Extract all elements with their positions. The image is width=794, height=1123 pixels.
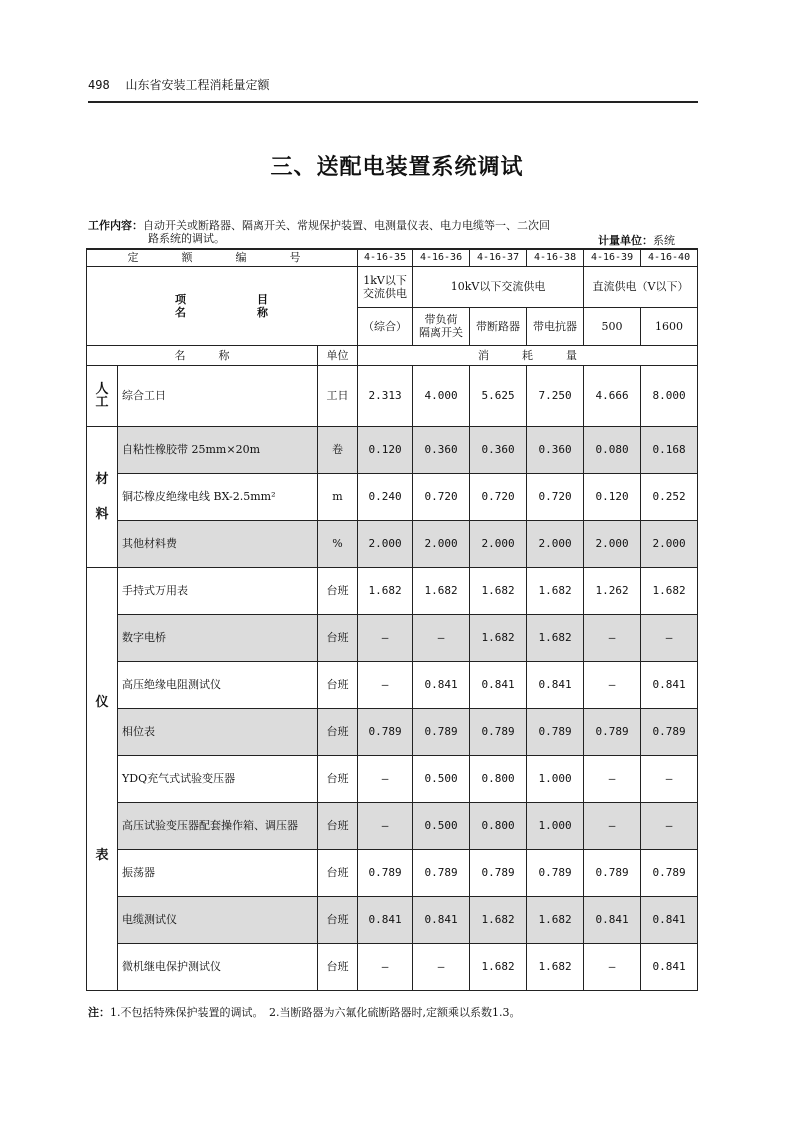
item-name: 微机继电保护测试仪: [118, 943, 318, 990]
sub-dc-500: 500: [584, 307, 641, 345]
item-name: YDQ充气式试验变压器: [118, 755, 318, 802]
item-value: 0.789: [358, 708, 413, 755]
item-value: 2.000: [641, 520, 698, 567]
item-name: 振荡器: [118, 849, 318, 896]
item-name: 高压试验变压器配套操作箱、调压器: [118, 802, 318, 849]
item-unit: 台班: [318, 614, 358, 661]
item-name-label: 项 目 名 称: [87, 266, 358, 345]
item-value: —: [584, 802, 641, 849]
item-value: —: [584, 614, 641, 661]
quota-label: 定 额 编 号: [87, 249, 358, 266]
item-value: 0.789: [358, 849, 413, 896]
item-value: 0.720: [470, 473, 527, 520]
item-unit: 台班: [318, 567, 358, 614]
page-number: 498: [88, 78, 110, 92]
sub-reactor: 带电抗器: [527, 307, 584, 345]
item-value: 1.682: [470, 614, 527, 661]
item-unit: 台班: [318, 849, 358, 896]
item-value: 0.841: [413, 896, 470, 943]
item-value: 0.800: [470, 802, 527, 849]
item-value: 0.500: [413, 755, 470, 802]
item-value: 2.000: [470, 520, 527, 567]
section-title: 三、送配电装置系统调试: [270, 155, 524, 180]
column-header-row: [87, 345, 698, 365]
material-row: [87, 473, 698, 520]
footnote-label: 注：: [88, 1006, 110, 1019]
col-consumption: 消 耗 量: [358, 345, 698, 365]
item-value: 0.841: [470, 661, 527, 708]
item-value: 0.120: [584, 473, 641, 520]
item-name: 手持式万用表: [118, 567, 318, 614]
item-unit: 台班: [318, 708, 358, 755]
item-value: 0.789: [470, 849, 527, 896]
material-row: [87, 426, 698, 473]
instrument-row: [87, 755, 698, 802]
item-value: —: [358, 943, 413, 990]
item-value: 0.841: [413, 661, 470, 708]
category-labor-line1: 人: [95, 381, 109, 397]
group-1kv-line1: 1kV以下: [363, 273, 407, 287]
unit-value: 系统: [653, 234, 675, 247]
quota-code: 4-16-37: [470, 249, 527, 266]
category-materials: [87, 426, 118, 567]
item-unit: 工日: [318, 365, 358, 426]
item-value: 0.841: [527, 661, 584, 708]
material-row: [87, 520, 698, 567]
item-value: —: [584, 943, 641, 990]
sub-load-switch: [413, 307, 470, 345]
group-1kv-line2: 交流供电: [363, 286, 408, 300]
item-value: —: [584, 755, 641, 802]
item-unit: 台班: [318, 755, 358, 802]
quota-code-row: [87, 249, 698, 266]
instrument-row: [87, 708, 698, 755]
labor-row: [87, 365, 698, 426]
item-value: 1.682: [413, 567, 470, 614]
item-value: 1.682: [641, 567, 698, 614]
item-value: —: [413, 943, 470, 990]
instrument-row: [87, 567, 698, 614]
item-value: 0.720: [413, 473, 470, 520]
item-name: 电缆测试仪: [118, 896, 318, 943]
category-instruments: [87, 567, 118, 990]
item-unit: 台班: [318, 802, 358, 849]
item-value: 0.789: [413, 708, 470, 755]
item-value: 0.841: [641, 943, 698, 990]
item-value: 4.666: [584, 365, 641, 426]
category-labor: [87, 365, 118, 426]
sub-dc-1600: 1600: [641, 307, 698, 345]
item-value: 0.252: [641, 473, 698, 520]
item-value: —: [641, 755, 698, 802]
sub-breaker: 带断路器: [470, 307, 527, 345]
item-value: 0.789: [584, 708, 641, 755]
item-value: —: [358, 802, 413, 849]
category-materials-line1: 材: [95, 471, 109, 487]
quota-code: 4-16-36: [413, 249, 470, 266]
item-value: 0.841: [641, 661, 698, 708]
unit-label: 计量单位：: [598, 234, 653, 247]
group-header-row: [87, 266, 698, 307]
item-value: 0.789: [641, 708, 698, 755]
item-name: 相位表: [118, 708, 318, 755]
item-name: 自粘性橡胶带 25mm×20m: [118, 426, 318, 473]
group-1kv: [358, 266, 413, 307]
item-value: —: [358, 755, 413, 802]
item-value: 4.000: [413, 365, 470, 426]
item-value: —: [358, 661, 413, 708]
item-unit: %: [318, 520, 358, 567]
item-value: 1.682: [358, 567, 413, 614]
item-value: 1.682: [527, 943, 584, 990]
item-value: 2.000: [413, 520, 470, 567]
book-title: 山东省安装工程消耗量定额: [125, 78, 270, 92]
item-name: 铜芯橡皮绝缘电线 BX-2.5mm²: [118, 473, 318, 520]
item-value: 1.682: [470, 567, 527, 614]
quota-code: 4-16-39: [584, 249, 641, 266]
sub-1kv: （综合）: [358, 307, 413, 345]
item-value: 5.625: [470, 365, 527, 426]
item-value: 0.360: [470, 426, 527, 473]
item-value: 7.250: [527, 365, 584, 426]
instrument-row: [87, 896, 698, 943]
instrument-row: [87, 849, 698, 896]
item-unit: 卷: [318, 426, 358, 473]
item-value: 0.789: [470, 708, 527, 755]
header-rule: [88, 101, 698, 103]
quota-code: 4-16-35: [358, 249, 413, 266]
item-name: 数字电桥: [118, 614, 318, 661]
instrument-row: [87, 802, 698, 849]
category-instruments-line1: 仪: [95, 694, 109, 710]
work-content-line1: 自动开关或断路器、隔离开关、常规保护装置、电测量仪表、电力电缆等一、二次回: [143, 219, 550, 232]
item-value: 2.000: [527, 520, 584, 567]
item-value: 1.000: [527, 755, 584, 802]
item-value: 1.682: [527, 896, 584, 943]
item-value: 0.168: [641, 426, 698, 473]
item-value: —: [584, 661, 641, 708]
item-value: —: [358, 614, 413, 661]
work-content: [88, 219, 608, 245]
running-header: [88, 76, 270, 93]
item-value: 2.000: [358, 520, 413, 567]
quota-table: [86, 248, 698, 991]
item-value: 0.841: [358, 896, 413, 943]
item-unit: 台班: [318, 896, 358, 943]
item-value: 0.720: [527, 473, 584, 520]
item-value: 0.800: [470, 755, 527, 802]
item-value: —: [641, 802, 698, 849]
item-value: 1.262: [584, 567, 641, 614]
item-value: 0.789: [413, 849, 470, 896]
item-value: —: [413, 614, 470, 661]
item-value: 0.360: [413, 426, 470, 473]
quota-code: 4-16-40: [641, 249, 698, 266]
item-value: 0.789: [527, 849, 584, 896]
item-value: 1.682: [527, 614, 584, 661]
item-name: 综合工日: [118, 365, 318, 426]
item-value: 1.682: [470, 896, 527, 943]
group-dc: 直流供电（V以下）: [584, 266, 698, 307]
col-name: 名 称: [87, 345, 318, 365]
item-name: 高压绝缘电阻测试仪: [118, 661, 318, 708]
sub-load-line2: 隔离开关: [419, 326, 464, 339]
work-content-line2: 路系统的调试。: [148, 232, 225, 245]
item-value: 0.120: [358, 426, 413, 473]
item-value: 0.841: [584, 896, 641, 943]
col-unit: 单位: [318, 345, 358, 365]
item-value: 0.360: [527, 426, 584, 473]
group-10kv: 10kV以下交流供电: [413, 266, 584, 307]
category-instruments-line2: 表: [95, 847, 109, 863]
instrument-row: [87, 614, 698, 661]
footnote-text: 1.不包括特殊保护装置的调试。 2.当断路器为六氟化硫断路器时,定额乘以系数1.3。: [110, 1006, 521, 1019]
sub-load-line1: 带负荷: [424, 313, 458, 326]
item-value: 8.000: [641, 365, 698, 426]
quota-code: 4-16-38: [527, 249, 584, 266]
instrument-row: [87, 661, 698, 708]
item-value: 0.240: [358, 473, 413, 520]
work-content-label: 工作内容：: [88, 219, 143, 232]
item-unit: 台班: [318, 661, 358, 708]
item-value: 0.789: [527, 708, 584, 755]
unit-of-measure: [598, 232, 675, 248]
item-value: 1.682: [527, 567, 584, 614]
item-value: 2.000: [584, 520, 641, 567]
item-value: 1.682: [470, 943, 527, 990]
item-value: 0.841: [641, 896, 698, 943]
category-materials-line2: 料: [95, 506, 109, 522]
item-value: 0.789: [584, 849, 641, 896]
category-labor-line2: 工: [95, 394, 109, 410]
item-unit: m: [318, 473, 358, 520]
footnote: [88, 1004, 520, 1020]
item-value: 1.000: [527, 802, 584, 849]
item-value: 0.500: [413, 802, 470, 849]
item-name: 其他材料费: [118, 520, 318, 567]
item-value: 0.080: [584, 426, 641, 473]
item-value: 0.789: [641, 849, 698, 896]
item-value: 2.313: [358, 365, 413, 426]
item-value: —: [641, 614, 698, 661]
instrument-row: [87, 943, 698, 990]
item-unit: 台班: [318, 943, 358, 990]
